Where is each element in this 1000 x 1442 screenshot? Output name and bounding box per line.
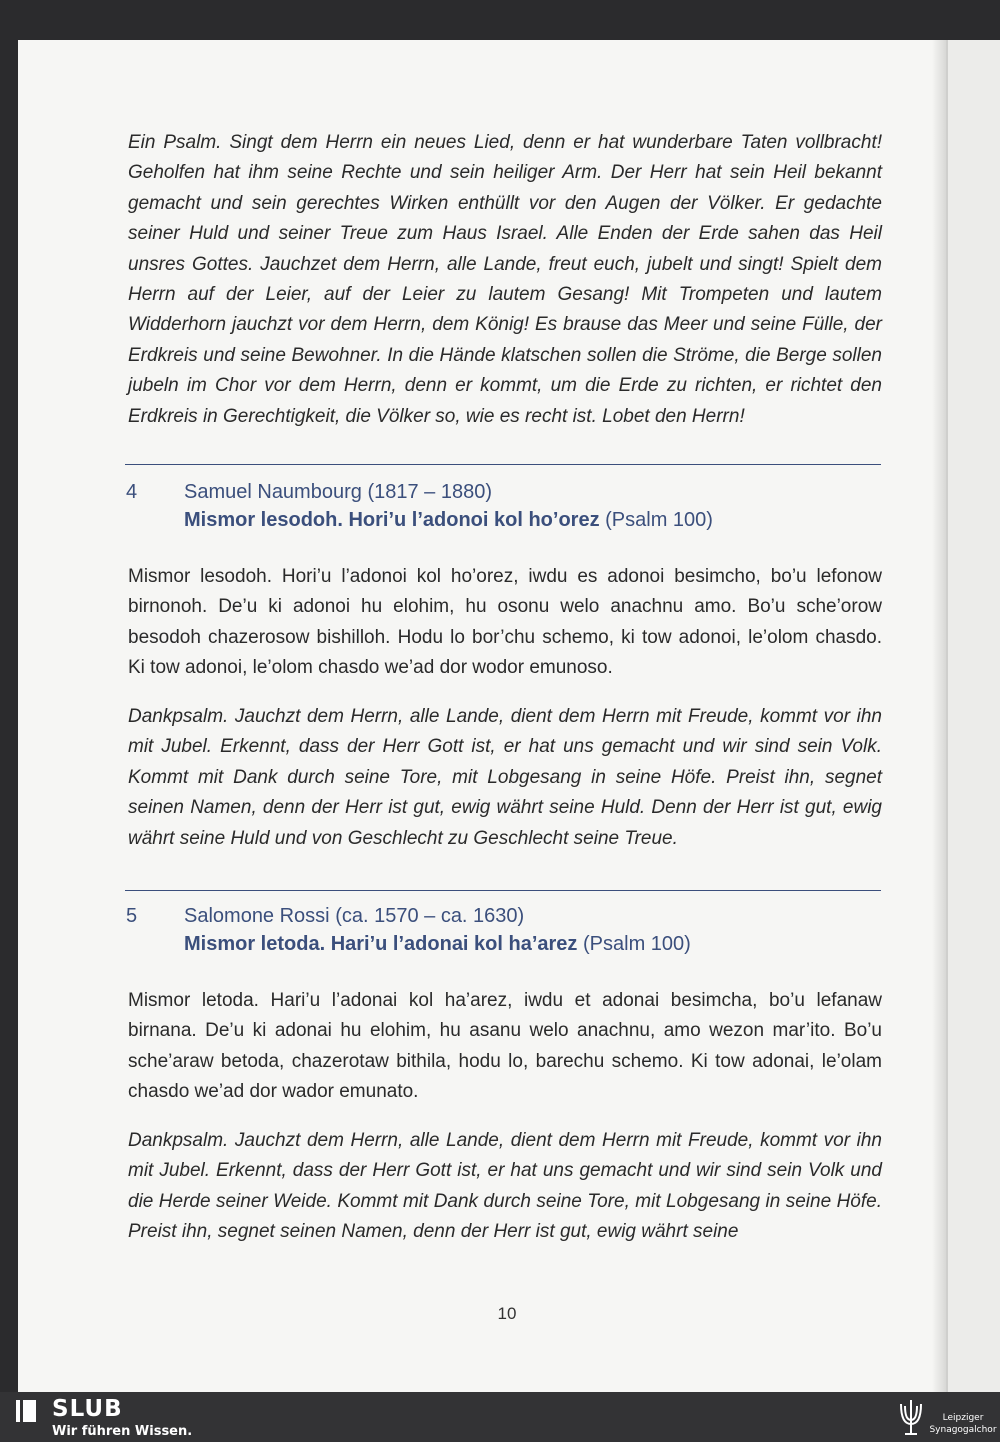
work-source: (Psalm 100): [583, 933, 691, 955]
composer-dates: (1817 – 1880): [367, 481, 492, 503]
item-number: 4: [126, 481, 138, 503]
work-title: Mismor letoda. Hari’u l’adonai kol ha’arez: [184, 933, 578, 955]
section-divider: [125, 890, 881, 891]
page-number: 10: [497, 1304, 517, 1323]
item-number: 5: [126, 905, 138, 927]
item-4-translation: Dankpsalm. Jauchzt dem Herrn, alle Lande, dient dem Herrn mit Freude, kommt vor ihn mit Jubel. Erkennt, dass der Herr Gott ist, er hat uns gemacht und wir sind sein Volk. Kommt mit Dank durch seine Tore, mit Lobgesang in seine Höfe. Preist ihn, segnet seinen Namen, denn der Herr ist gut, ewig währt seine Huld. Denn der Herr ist gut, ewig währt seine Huld und von Geschlecht zu Geschlecht seine Treue.: [128, 706, 882, 849]
item-5-translation: Dankpsalm. Jauchzt dem Herrn, alle Lande, dient dem Herrn mit Freude, kommt vor ihn mit Jubel. Erkennt, dass der Herr Gott ist, er hat uns gemacht und wir sind sein Volk und die Herde seiner Weide. Kommt mit Dank durch seine Tore, mit Lobgesang in seine Höfe. Preist ihn, segnet seinen Namen, denn der Herr ist gut, ewig währt seine: [128, 1130, 882, 1243]
composer-line: [184, 902, 886, 930]
slub-book-icon: [14, 1398, 40, 1424]
gutter-shadow: [932, 40, 946, 1392]
facing-page-edge: [946, 40, 1000, 1392]
section-divider: [125, 464, 881, 465]
composer-dates: (ca. 1570 – ca. 1630): [335, 905, 525, 927]
item-4-transliteration: Mismor lesodoh. Hori’u l’adonoi kol ho’orez, iwdu es adonoi besimcho, bo’u lefonow birnonoh. De’u ki adonoi hu elohim, hu osonu welo anachnu amo. Bo’u sche’orow besodoh chazerosow bishilloh. Hodu lo bor’chu schemo, ki tow adonoi, le’olom chasdo. Ki tow adonoi, le’olom chasdo we’ad dor wodor emunoso.: [128, 566, 882, 679]
choir-name-line2: Synagogalchor: [929, 1425, 997, 1435]
work-source: (Psalm 100): [605, 509, 713, 531]
item-4-heading: [126, 478, 886, 534]
work-title-line: [184, 930, 886, 958]
work-title: Mismor lesodoh. Hori’u l’adonoi kol ho’orez: [184, 509, 600, 531]
item-5-transliteration: Mismor letoda. Hari’u l’adonai kol ha’arez, iwdu et adonai besimcha, bo’u lefanaw birnana. De’u ki adonai hu elohim, hu asanu welo anachnu, amo wezon mar’ito. Bo’u sche’araw betoda, chazerotaw bithila, hodu lo, barechu schemo. Ki tow adonai, le’olam chasdo we’ad dor wador emunato.: [128, 990, 882, 1103]
composer-name: Samuel Naumbourg: [184, 481, 362, 503]
choir-name: [928, 1412, 998, 1436]
psalm-98-translation: Ein Psalm. Singt dem Herrn ein neues Lied, denn er hat wunderbare Taten vollbracht! Geholfen hat ihm seine Rechte und sein heiliger Arm. Der Herr hat sein Heil bekannt gemacht und sein gerechtes Wirken enthüllt vor den Augen der Völker. Er gedachte seiner Huld und seiner Treue zum Haus Israel. Alle Enden der Erde sahen das Heil unsres Gottes. Jauchzet dem Herrn, alle Lande, freut euch, jubelt und singt! Spielt dem Herrn auf der Leier, auf der Leier zu lautem Gesang! Mit Trompeten und lautem Widderhorn jauchzt vor dem Herrn, dem König! Es brause das Meer und seine Fülle, der Erdkreis und seine Bewohner. In die Hände klatschen sollen die Ströme, die Berge sollen jubeln im Chor vor dem Herrn, denn er kommt, um die Erde zu richten, er richtet den Erdkreis in Gerechtigkeit, die Völker so, wie es recht ist. Lobet den Herrn!: [128, 132, 882, 427]
menorah-icon: [896, 1394, 926, 1440]
composer-name: Salomone Rossi: [184, 905, 330, 927]
choir-name-line1: Leipziger: [942, 1413, 984, 1423]
library-name: SLUB: [52, 1396, 123, 1422]
composer-line: [184, 478, 886, 506]
work-title-line: [184, 506, 886, 534]
item-5-heading: [126, 902, 886, 958]
library-tagline: Wir führen Wissen.: [52, 1424, 193, 1439]
